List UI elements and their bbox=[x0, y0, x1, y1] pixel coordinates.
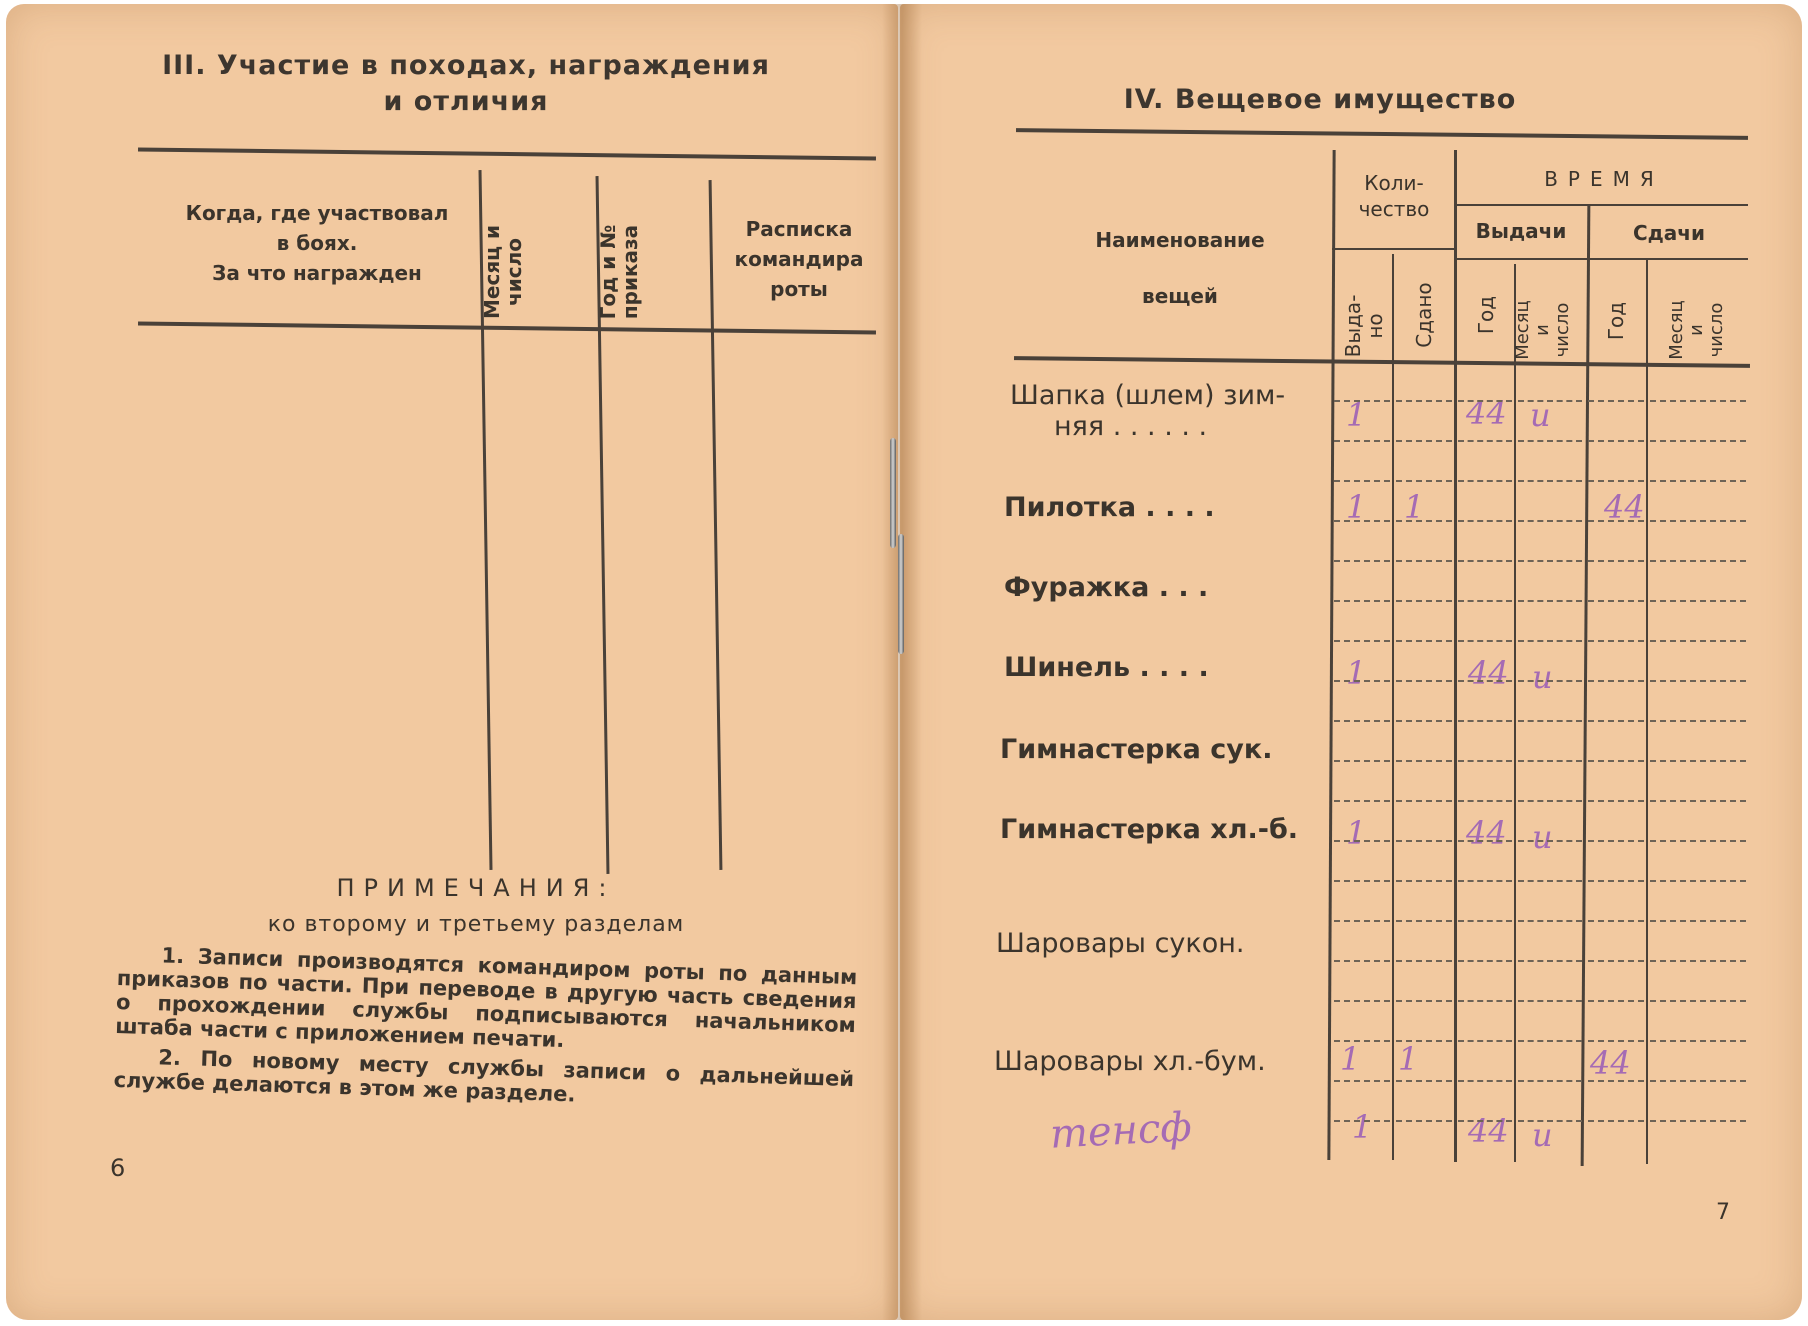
hw-hat-issued: 1 bbox=[1346, 396, 1367, 434]
dotted-rule bbox=[1458, 880, 1512, 882]
dotted-rule bbox=[1650, 840, 1746, 842]
dotted-rule bbox=[1458, 1040, 1512, 1042]
dotted-rule bbox=[1588, 400, 1644, 402]
dotted-rule bbox=[1334, 520, 1390, 522]
col4-return-year: Год bbox=[1604, 301, 1628, 341]
hw-gymn-cotton-month: и bbox=[1532, 818, 1553, 856]
col4-time: ВРЕМЯ bbox=[1544, 167, 1664, 191]
dotted-rule bbox=[1518, 1040, 1582, 1042]
table4-top-rule bbox=[1016, 128, 1748, 140]
dotted-rule bbox=[1588, 1000, 1644, 1002]
dotted-rule bbox=[1396, 880, 1452, 882]
dotted-rule bbox=[1334, 480, 1390, 482]
dotted-rule bbox=[1396, 640, 1452, 642]
dotted-rule bbox=[1396, 840, 1452, 842]
right-page bbox=[900, 4, 1802, 1320]
dotted-rule bbox=[1334, 960, 1390, 962]
col-order-year-number: Год и № приказа bbox=[596, 224, 642, 320]
dotted-rule bbox=[1458, 800, 1512, 802]
dotted-rule bbox=[1518, 840, 1582, 842]
item-furazhka: Фуражка . . . bbox=[1004, 572, 1209, 603]
col4-divider-ryear bbox=[1646, 260, 1648, 1164]
dotted-rule bbox=[1334, 1000, 1390, 1002]
dotted-rule bbox=[1588, 840, 1644, 842]
dotted-rule bbox=[1458, 640, 1512, 642]
hw-pilotka-issued: 1 bbox=[1346, 488, 1367, 526]
dotted-rule bbox=[1396, 720, 1452, 722]
dotted-rule bbox=[1650, 1040, 1746, 1042]
col4-issue-month-day: Месяц и число bbox=[1512, 300, 1573, 360]
dotted-rule bbox=[1334, 880, 1390, 882]
dotted-rule bbox=[1458, 840, 1512, 842]
dotted-rule bbox=[1650, 1000, 1746, 1002]
dotted-rule bbox=[1518, 520, 1582, 522]
dotted-rule bbox=[1396, 960, 1452, 962]
dotted-rule bbox=[1518, 800, 1582, 802]
notes-title: ПРИМЕЧАНИЯ: bbox=[336, 874, 616, 902]
dotted-rule bbox=[1518, 720, 1582, 722]
dotted-rule bbox=[1518, 640, 1582, 642]
issue-return-group-rule bbox=[1456, 258, 1748, 260]
dotted-rule bbox=[1396, 400, 1452, 402]
dotted-rule bbox=[1650, 1080, 1746, 1082]
col4-quantity: Коли- чество bbox=[1358, 171, 1430, 221]
dotted-rule bbox=[1588, 440, 1644, 442]
hw-extra-month: и bbox=[1532, 1116, 1553, 1154]
dotted-rule bbox=[1334, 1080, 1390, 1082]
dotted-rule bbox=[1334, 1120, 1390, 1122]
dotted-rule bbox=[1458, 680, 1512, 682]
dotted-rule bbox=[1458, 760, 1512, 762]
item-pilotka: Пилотка . . . . bbox=[1004, 492, 1215, 523]
dotted-rule bbox=[1396, 600, 1452, 602]
dotted-rule bbox=[1518, 920, 1582, 922]
dotted-rule bbox=[1650, 600, 1746, 602]
book-gutter bbox=[882, 4, 922, 1320]
notes-body bbox=[113, 942, 857, 1115]
dotted-rule bbox=[1458, 1120, 1512, 1122]
hw-shinel-issued: 1 bbox=[1346, 654, 1367, 692]
dotted-rule bbox=[1650, 920, 1746, 922]
hw-shinel-year: 44 bbox=[1468, 654, 1509, 692]
dotted-rule bbox=[1650, 520, 1746, 522]
dotted-rule bbox=[1650, 720, 1746, 722]
col4-divider-name bbox=[1327, 150, 1335, 1160]
dotted-rule bbox=[1396, 1120, 1452, 1122]
hw-gymn-cotton-year: 44 bbox=[1466, 814, 1507, 852]
dotted-rule bbox=[1588, 920, 1644, 922]
dotted-rule bbox=[1650, 640, 1746, 642]
dotted-rule bbox=[1588, 1120, 1644, 1122]
dotted-rule bbox=[1650, 800, 1746, 802]
dotted-rule bbox=[1518, 1120, 1582, 1122]
dotted-rule bbox=[1458, 960, 1512, 962]
dotted-rule bbox=[1334, 400, 1390, 402]
item-winter-hat bbox=[1010, 380, 1285, 442]
col4-qty-returned: Сдано bbox=[1412, 282, 1436, 348]
staple-top bbox=[890, 438, 896, 548]
dotted-rule bbox=[1650, 1120, 1746, 1122]
item-gymnastyorka-cotton: Гимнастерка хл.-б. bbox=[1000, 814, 1299, 845]
dotted-rule bbox=[1588, 1040, 1644, 1042]
col4-divider-qty bbox=[1454, 150, 1457, 1162]
dotted-rule bbox=[1458, 1000, 1512, 1002]
note-2: 2. По новому месту службы записи о дальнейшей службе делаются в этом же разделе. bbox=[113, 1045, 855, 1107]
table-top-rule bbox=[138, 147, 876, 160]
dotted-rule bbox=[1396, 480, 1452, 482]
dotted-rule bbox=[1458, 1080, 1512, 1082]
dotted-rule bbox=[1588, 680, 1644, 682]
page-number-6: 6 bbox=[110, 1154, 126, 1182]
staple-bottom bbox=[898, 534, 904, 654]
hw-pilotka-returned: 1 bbox=[1404, 488, 1425, 526]
dotted-rule bbox=[1334, 920, 1390, 922]
hw-pilotka-return-year: 44 bbox=[1604, 488, 1645, 526]
dotted-rule bbox=[1458, 520, 1512, 522]
section-4-title: IV. Вещевое имущество bbox=[1123, 84, 1517, 115]
dotted-rule bbox=[1458, 440, 1512, 442]
col-month-day: Месяц и число bbox=[480, 225, 526, 319]
dotted-rule bbox=[1396, 440, 1452, 442]
dotted-rule bbox=[1518, 760, 1582, 762]
dotted-rule bbox=[1396, 800, 1452, 802]
dotted-rule bbox=[1518, 480, 1582, 482]
dotted-rule bbox=[1518, 960, 1582, 962]
dotted-rule bbox=[1518, 880, 1582, 882]
dotted-rule bbox=[1650, 680, 1746, 682]
item-trousers-cotton: Шаровары хл.-бум. bbox=[994, 1046, 1266, 1077]
hw-trousers-cotton-returned: 1 bbox=[1398, 1040, 1419, 1078]
col4-item-name: Наименование вещей bbox=[1095, 228, 1265, 308]
dotted-rule bbox=[1588, 1080, 1644, 1082]
col4-return-month-day: Месяц и число bbox=[1666, 300, 1727, 360]
dotted-rule bbox=[1650, 400, 1746, 402]
dotted-rule bbox=[1396, 1040, 1452, 1042]
dotted-rule bbox=[1458, 720, 1512, 722]
dotted-rule bbox=[1518, 400, 1582, 402]
dotted-rule bbox=[1334, 600, 1390, 602]
dotted-rule bbox=[1588, 480, 1644, 482]
hw-gymn-cotton-issued: 1 bbox=[1346, 814, 1367, 852]
col4-issue-year: Год bbox=[1474, 295, 1498, 335]
dotted-rule bbox=[1458, 400, 1512, 402]
dotted-rule bbox=[1588, 720, 1644, 722]
dotted-rule bbox=[1588, 880, 1644, 882]
col4-issued-group: Выдачи bbox=[1475, 219, 1567, 243]
dotted-rule bbox=[1458, 560, 1512, 562]
dotted-rule bbox=[1650, 880, 1746, 882]
dotted-rule bbox=[1518, 680, 1582, 682]
notes-subtitle: ко второму и третьему разделам bbox=[267, 912, 685, 937]
section-3-title-line2: и отличия bbox=[383, 86, 549, 117]
col4-divider-issue bbox=[1581, 204, 1591, 1166]
hw-trousers-cotton-issued: 1 bbox=[1340, 1040, 1361, 1078]
dotted-rule bbox=[1458, 480, 1512, 482]
dotted-rule bbox=[1458, 920, 1512, 922]
dotted-rule bbox=[1396, 560, 1452, 562]
hw-hat-month: и bbox=[1530, 396, 1551, 434]
item-gymnastyorka-cloth: Гимнастерка сук. bbox=[1000, 734, 1273, 765]
item-shinel: Шинель . . . . bbox=[1004, 652, 1209, 683]
dotted-rule bbox=[1650, 760, 1746, 762]
col4-divider-issued bbox=[1392, 254, 1394, 1160]
dotted-rule bbox=[1334, 720, 1390, 722]
dotted-rule bbox=[1588, 600, 1644, 602]
time-group-rule bbox=[1456, 204, 1748, 206]
dotted-rule bbox=[1650, 440, 1746, 442]
section-3-title bbox=[86, 48, 846, 120]
dotted-rule bbox=[1588, 800, 1644, 802]
dotted-rule bbox=[1334, 840, 1390, 842]
dotted-rule bbox=[1588, 760, 1644, 762]
dotted-rule bbox=[1458, 600, 1512, 602]
dotted-rule bbox=[1588, 560, 1644, 562]
item-winter-hat-line2: няя . . . . . . bbox=[1054, 411, 1208, 442]
dotted-rule bbox=[1396, 920, 1452, 922]
dotted-rule bbox=[1518, 560, 1582, 562]
col4-returned-group: Сдачи bbox=[1632, 221, 1706, 245]
dotted-rule bbox=[1334, 640, 1390, 642]
col-commander-signature: Расписка командира роты bbox=[734, 217, 864, 301]
col4-divider-iyear bbox=[1514, 264, 1516, 1162]
section-3-title-line1: III. Участие в походах, награждения bbox=[162, 50, 770, 81]
dotted-rule bbox=[1334, 680, 1390, 682]
left-page bbox=[6, 4, 898, 1320]
hw-shinel-month: и bbox=[1532, 658, 1553, 696]
service-book-spread bbox=[6, 4, 1802, 1320]
dotted-rule bbox=[1334, 800, 1390, 802]
col4-qty-issued: Выда- но bbox=[1341, 294, 1387, 358]
dotted-rule bbox=[1396, 680, 1452, 682]
item-winter-hat-line1: Шапка (шлем) зим- bbox=[1010, 380, 1286, 411]
qty-group-rule bbox=[1332, 248, 1454, 250]
dotted-rule bbox=[1588, 960, 1644, 962]
hw-trousers-cotton-return-year: 44 bbox=[1590, 1044, 1631, 1082]
hw-extra-issued: 1 bbox=[1352, 1108, 1373, 1146]
dotted-rule bbox=[1518, 600, 1582, 602]
hw-extra-name: тенсф bbox=[1048, 1104, 1193, 1158]
page-number-7: 7 bbox=[1716, 1200, 1730, 1225]
dotted-rule bbox=[1396, 1080, 1452, 1082]
dotted-rule bbox=[1396, 1000, 1452, 1002]
dotted-rule bbox=[1650, 480, 1746, 482]
note-1: 1. Записи производятся командиром роты по данным приказов по части. При переводе в другую часть сведения о прохождении службы подписываются начальником штаба части с приложением печати. bbox=[114, 943, 858, 1053]
item-trousers-cloth: Шаровары сукон. bbox=[996, 928, 1245, 959]
dotted-rule bbox=[1396, 520, 1452, 522]
dotted-rule bbox=[1518, 1080, 1582, 1082]
dotted-rule bbox=[1588, 640, 1644, 642]
dotted-rule bbox=[1334, 440, 1390, 442]
dotted-rule bbox=[1588, 520, 1644, 522]
col-when-where: Когда, где участвовал в боях. За что награжден bbox=[185, 201, 449, 285]
hw-hat-year: 44 bbox=[1466, 394, 1507, 432]
hw-extra-year: 44 bbox=[1468, 1112, 1509, 1150]
dotted-rule bbox=[1334, 560, 1390, 562]
dotted-rule bbox=[1650, 560, 1746, 562]
dotted-rule bbox=[1650, 960, 1746, 962]
dotted-rule bbox=[1334, 760, 1390, 762]
dotted-rule bbox=[1518, 440, 1582, 442]
dotted-rule bbox=[1518, 1000, 1582, 1002]
dotted-rule bbox=[1396, 760, 1452, 762]
dotted-rule bbox=[1334, 1040, 1390, 1042]
